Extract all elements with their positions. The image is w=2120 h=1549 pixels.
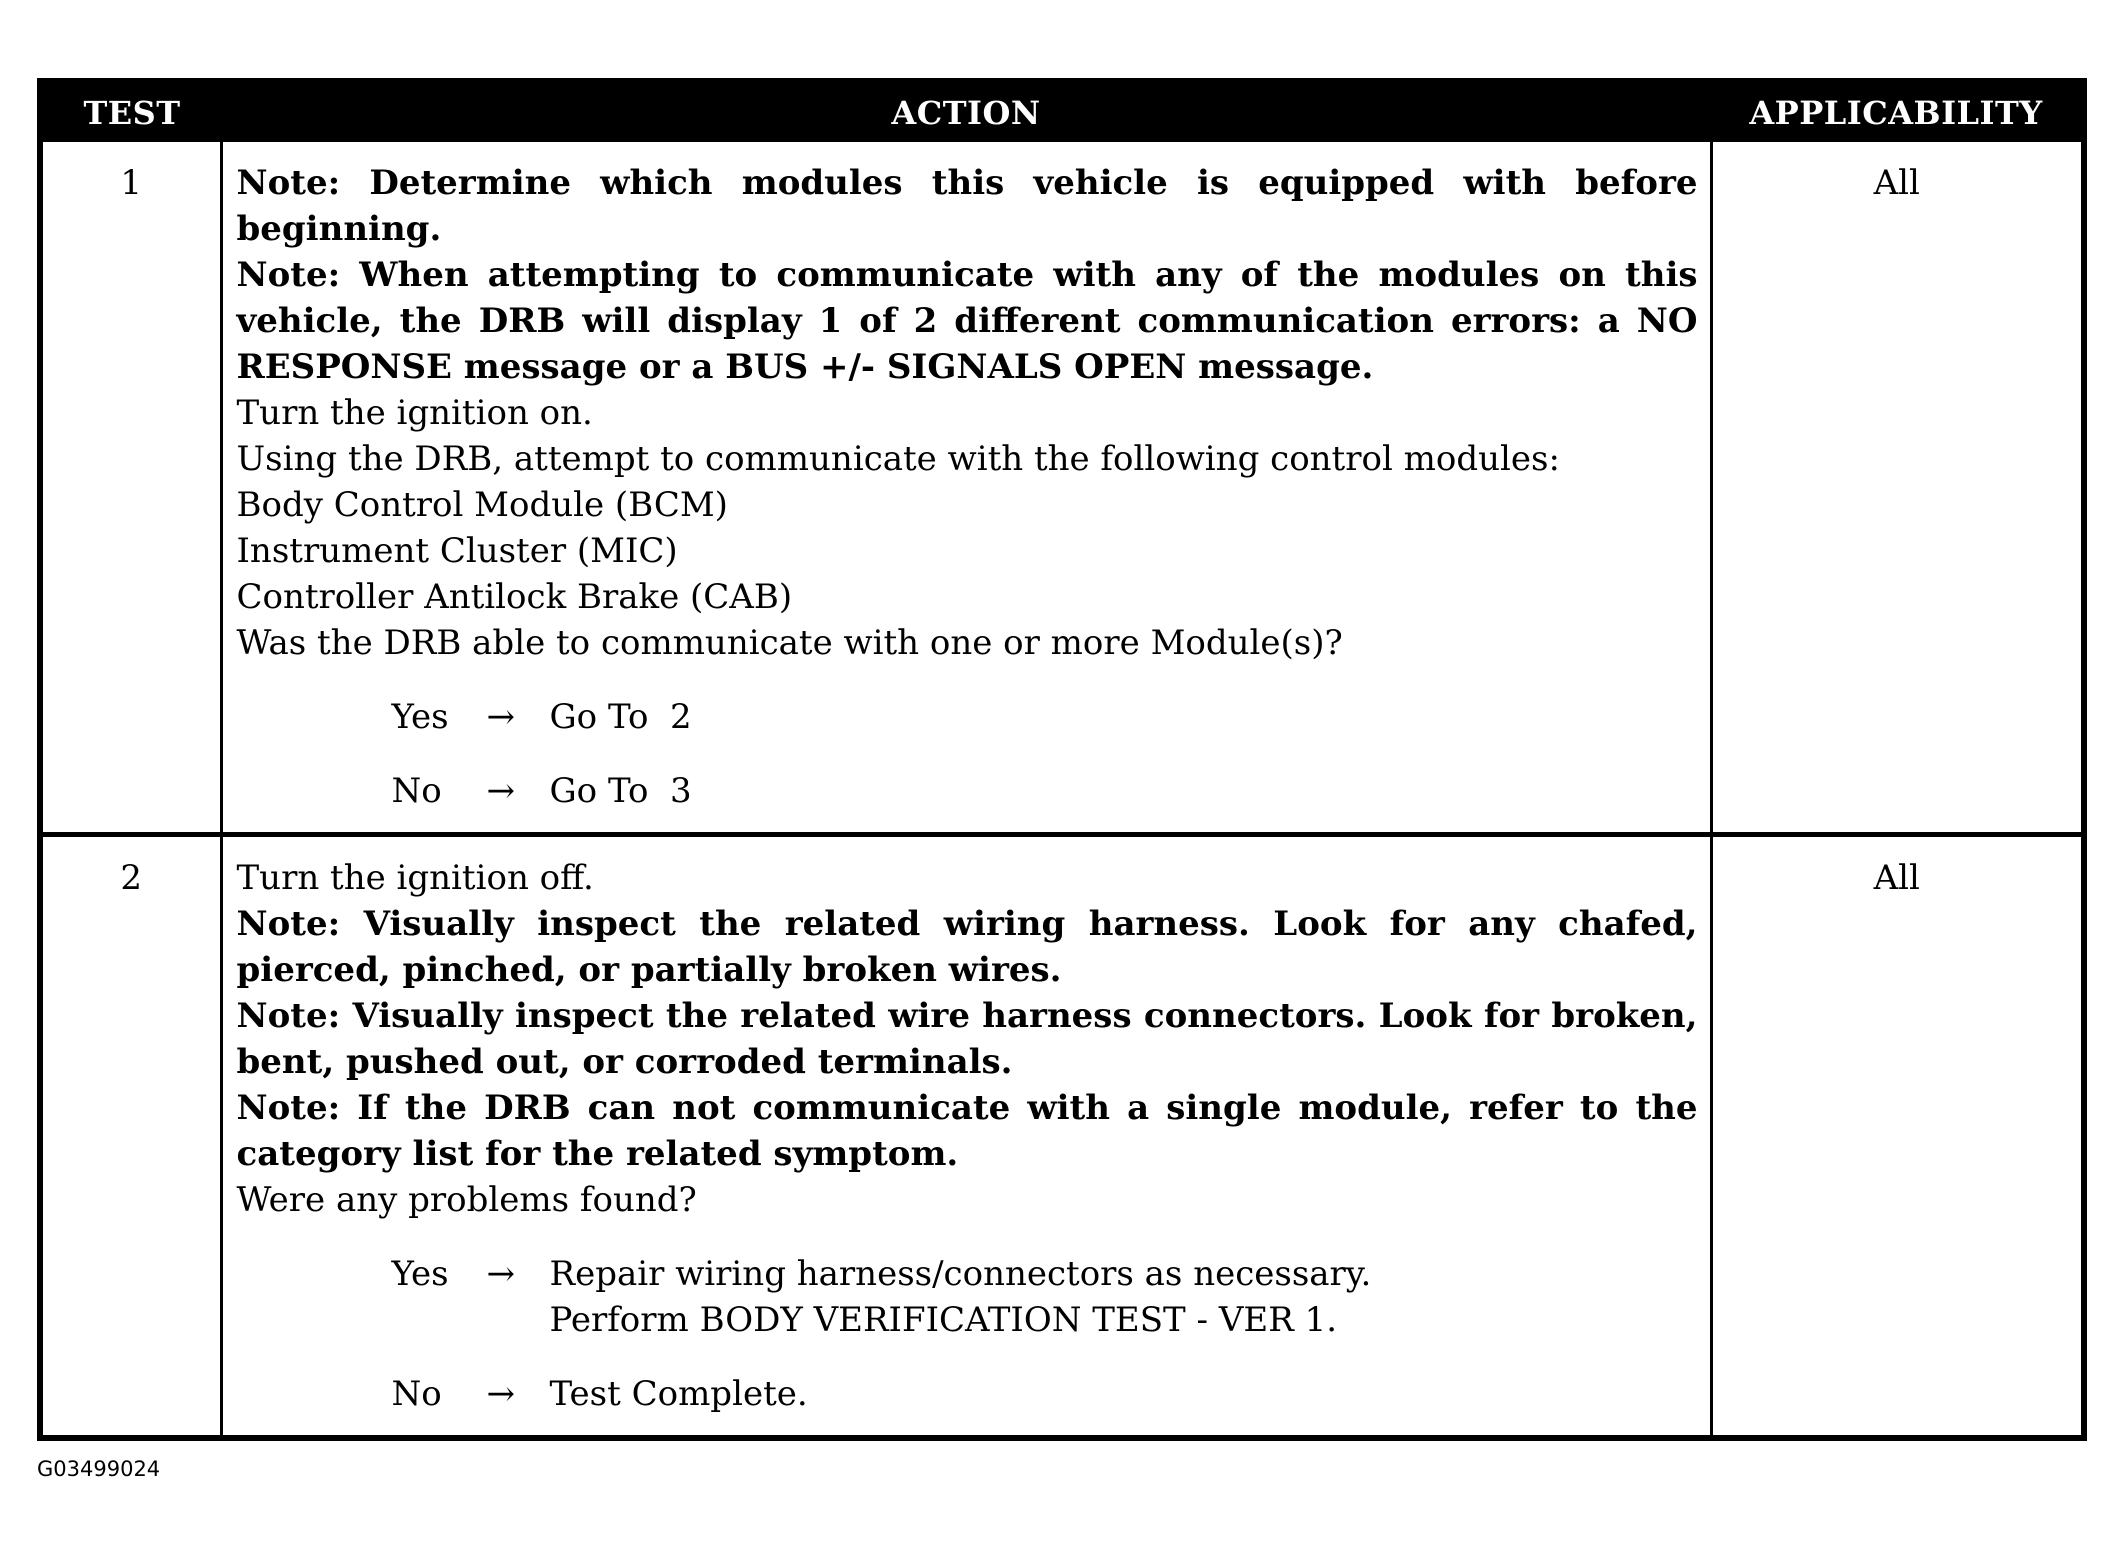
arrow-right-icon: → <box>486 697 515 737</box>
header-applicability: APPLICABILITY <box>1711 84 2081 142</box>
table-header-row <box>43 84 2081 142</box>
action-note: Note: Visually inspect the related wire harness connectors. Look for broken, bent, pushed out, or corroded terminals. <box>236 996 1698 1082</box>
action-step: Turn the ignition off. <box>236 858 594 898</box>
action-cell <box>221 835 1711 1436</box>
choice-label: Yes <box>391 1254 449 1294</box>
action-question: Were any problems found? <box>236 1180 697 1220</box>
module-item: Controller Antilock Brake (CAB) <box>236 577 793 617</box>
choice-label: No <box>391 1374 442 1414</box>
choice-result-line: Repair wiring harness/connectors as necessary. <box>549 1254 1372 1294</box>
test-number: 2 <box>43 835 221 1436</box>
arrow-right-icon: → <box>486 1254 515 1294</box>
choice-label: Yes <box>391 697 449 737</box>
module-item: Body Control Module (BCM) <box>236 485 728 525</box>
figure-id: G03499024 <box>37 1457 161 1481</box>
choice-no <box>392 1371 1698 1417</box>
choice-result <box>550 694 1698 740</box>
action-step: Turn the ignition on. <box>236 393 593 433</box>
test-number: 1 <box>43 142 221 835</box>
action-note: Note: When attempting to communicate with any of the modules on this vehicle, the DRB will display 1 of 2 different communication errors: a NO RESPONSE message or a BUS +/- SIGNALS OPEN message. <box>236 255 1698 387</box>
choice-list <box>237 1251 1698 1417</box>
choice-result-line: Test Complete. <box>549 1374 808 1414</box>
action-cell <box>221 142 1711 835</box>
choice-label: No <box>391 771 442 811</box>
action-note: Note: Determine which modules this vehicle is equipped with before beginning. <box>236 163 1698 249</box>
table-row <box>43 142 2081 835</box>
applicability-cell: All <box>1711 142 2081 835</box>
module-item: Instrument Cluster (MIC) <box>236 531 678 571</box>
header-test: TEST <box>43 84 221 142</box>
choice-result-line: Go To 2 <box>549 697 692 737</box>
action-note: Note: Visually inspect the related wiring harness. Look for any chafed, pierced, pinched, or partially broken wires. <box>236 904 1698 990</box>
choice-yes <box>392 694 1698 740</box>
header-action: ACTION <box>221 84 1711 142</box>
table-row <box>43 835 2081 1436</box>
arrow-right-icon: → <box>486 1374 515 1414</box>
choice-result <box>550 768 1698 814</box>
test-table <box>43 84 2081 1435</box>
diagnostic-test-table <box>37 78 2087 1441</box>
action-step: Using the DRB, attempt to communicate with the following control modules: <box>236 439 1560 479</box>
choice-result-line: Perform BODY VERIFICATION TEST - VER 1. <box>549 1300 1338 1340</box>
action-note: Note: If the DRB can not communicate with a single module, refer to the category list for the related symptom. <box>236 1088 1698 1174</box>
applicability-cell: All <box>1711 835 2081 1436</box>
choice-result <box>550 1371 1698 1417</box>
choice-result <box>550 1251 1698 1343</box>
choice-list <box>237 694 1698 814</box>
choice-no <box>392 768 1698 814</box>
arrow-right-icon: → <box>486 771 515 811</box>
choice-result-line: Go To 3 <box>549 771 692 811</box>
choice-yes <box>392 1251 1698 1343</box>
action-question: Was the DRB able to communicate with one or more Module(s)? <box>236 623 1343 663</box>
